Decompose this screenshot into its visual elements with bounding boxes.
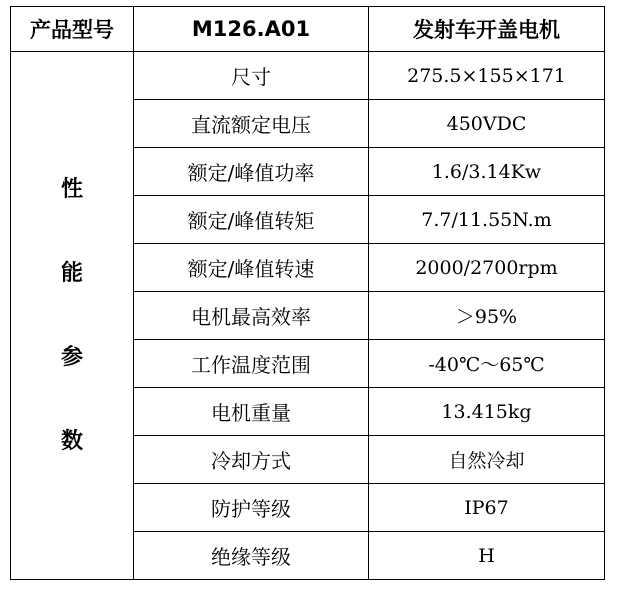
header-product-name: 发射车开盖电机 bbox=[369, 7, 605, 52]
param-name-insulation-class: 绝缘等级 bbox=[134, 532, 369, 580]
param-name-power: 额定/峰值功率 bbox=[134, 148, 369, 196]
group-label-char: 参 bbox=[60, 344, 83, 370]
param-value-power: 1.6/3.14Kw bbox=[369, 148, 605, 196]
param-name-dimensions: 尺寸 bbox=[134, 52, 369, 100]
param-value-weight: 13.415kg bbox=[369, 388, 605, 436]
group-label-performance-params bbox=[11, 52, 134, 580]
table-row bbox=[11, 52, 605, 100]
param-value-max-efficiency: ＞95% bbox=[369, 292, 605, 340]
param-value-insulation-class: H bbox=[369, 532, 605, 580]
header-model-label: 产品型号 bbox=[11, 7, 134, 52]
group-label-char: 性 bbox=[60, 176, 83, 202]
param-value-dimensions: 275.5×155×171 bbox=[369, 52, 605, 100]
param-value-speed: 2000/2700rpm bbox=[369, 244, 605, 292]
param-value-cooling: 自然冷却 bbox=[369, 436, 605, 484]
param-name-cooling: 冷却方式 bbox=[134, 436, 369, 484]
param-value-torque: 7.7/11.55N.m bbox=[369, 196, 605, 244]
param-value-temperature-range: -40℃～65℃ bbox=[369, 340, 605, 388]
param-name-max-efficiency: 电机最高效率 bbox=[134, 292, 369, 340]
group-label-char: 数 bbox=[60, 428, 83, 454]
param-name-rated-voltage: 直流额定电压 bbox=[134, 100, 369, 148]
param-name-torque: 额定/峰值转矩 bbox=[134, 196, 369, 244]
spec-table bbox=[10, 6, 605, 580]
group-label-char: 能 bbox=[60, 260, 83, 286]
param-name-temperature-range: 工作温度范围 bbox=[134, 340, 369, 388]
header-row bbox=[11, 7, 605, 52]
param-name-speed: 额定/峰值转速 bbox=[134, 244, 369, 292]
param-value-protection-class: IP67 bbox=[369, 484, 605, 532]
param-value-rated-voltage: 450VDC bbox=[369, 100, 605, 148]
param-name-protection-class: 防护等级 bbox=[134, 484, 369, 532]
header-model-number: M126.A01 bbox=[134, 7, 369, 52]
param-name-weight: 电机重量 bbox=[134, 388, 369, 436]
